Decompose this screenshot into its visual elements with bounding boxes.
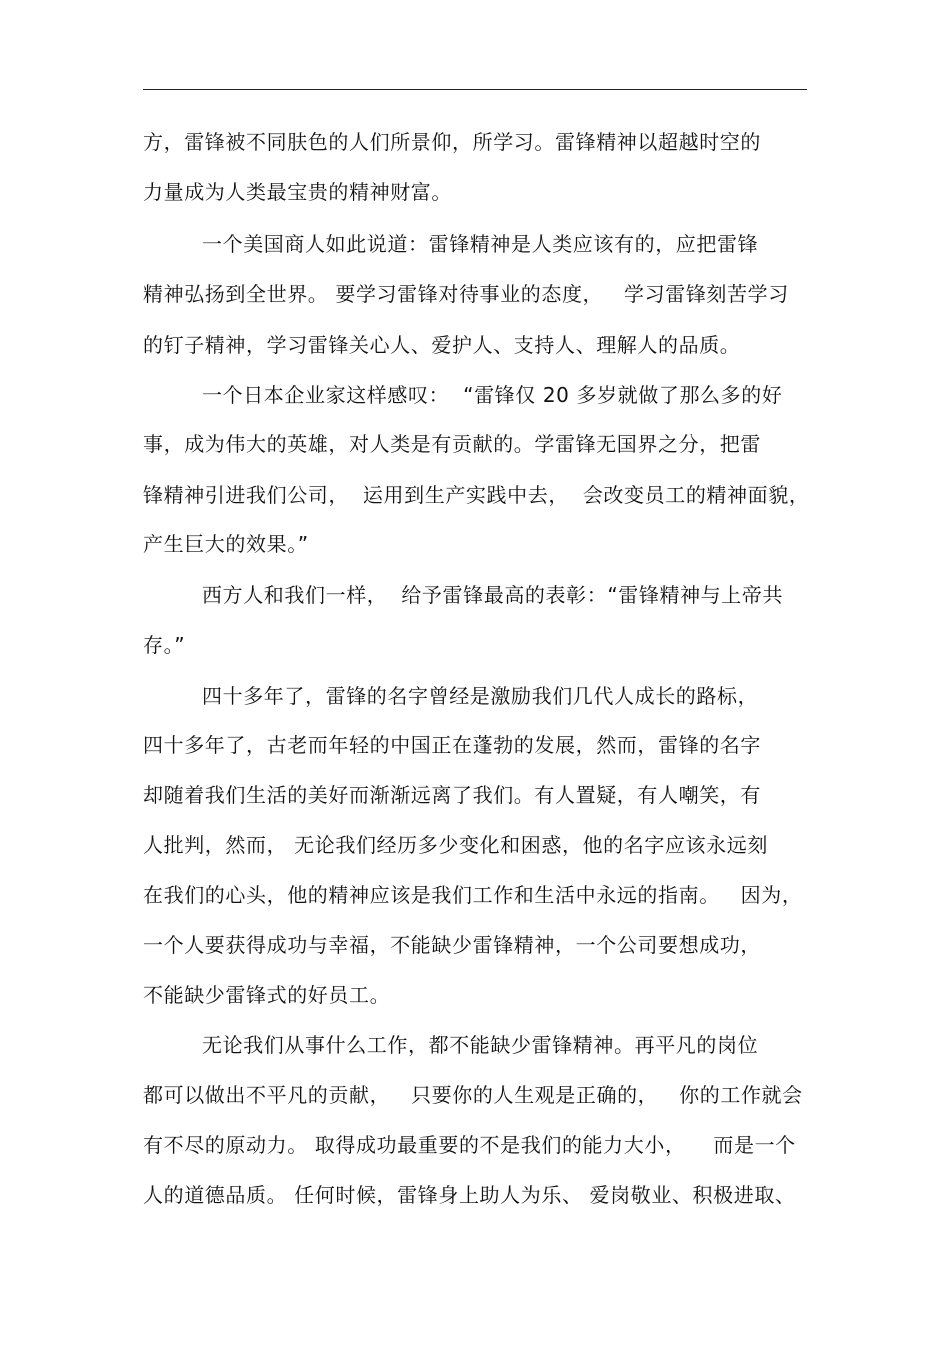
text-line: 有不尽的原动力。 取得成功最重要的不是我们的能力大小， 而是一个 <box>143 1133 796 1157</box>
text-line: 存。” <box>143 633 186 657</box>
text-line: 力量成为人类最宝贵的精神财富。 <box>143 180 452 204</box>
text-line: 一个人要获得成功与幸福，不能缺少雷锋精神，一个公司要想成功， <box>143 933 761 957</box>
paragraph-start-line: 一个美国商人如此说道：雷锋精神是人类应该有的，应把雷锋 <box>202 232 759 256</box>
text-line: 锋精神引进我们公司， 运用到生产实践中去， 会改变员工的精神面貌， <box>143 483 810 507</box>
header-rule <box>143 89 807 90</box>
text-line: 精神弘扬到全世界。 要学习雷锋对待事业的态度， 学习雷锋刻苦学习 <box>143 282 789 306</box>
text-line: 的钉子精神，学习雷锋关心人、爱护人、支持人、理解人的品质。 <box>143 333 741 357</box>
paragraph-start-line: 一个日本企业家这样感叹： “雷锋仅 20 多岁就做了那么多的好 <box>202 383 783 407</box>
text-line: 产生巨大的效果。” <box>143 532 309 556</box>
text-line: 四十多年了，古老而年轻的中国正在蓬勃的发展，然而，雷锋的名字 <box>143 733 761 757</box>
paragraph-start-line: 无论我们从事什么工作，都不能缺少雷锋精神。再平凡的岗位 <box>202 1033 759 1057</box>
text-line: 不能缺少雷锋式的好员工。 <box>143 983 391 1007</box>
text-line: 人的道德品质。 任何时候，雷锋身上助人为乐、 爱岗敬业、积极进取、 <box>143 1183 796 1207</box>
text-line: 人批判，然而， 无论我们经历多少变化和困惑，他的名字应该永远刻 <box>143 833 768 857</box>
text-line: 事，成为伟大的英雄，对人类是有贡献的。学雷锋无国界之分，把雷 <box>143 432 761 456</box>
paragraph-start-line: 四十多年了，雷锋的名字曾经是激励我们几代人成长的路标， <box>202 684 759 708</box>
text-line: 都可以做出不平凡的贡献， 只要你的人生观是正确的， 你的工作就会 <box>143 1083 803 1107</box>
text-line: 却随着我们生活的美好而渐渐远离了我们。有人置疑，有人嘲笑，有 <box>143 783 761 807</box>
paragraph-start-line: 西方人和我们一样， 给予雷锋最高的表彰：“雷锋精神与上帝共 <box>202 583 784 607</box>
text-line: 在我们的心头，他的精神应该是我们工作和生活中永远的指南。 因为， <box>143 883 803 907</box>
text-line: 方，雷锋被不同肤色的人们所景仰，所学习。雷锋精神以超越时空的 <box>143 130 761 154</box>
